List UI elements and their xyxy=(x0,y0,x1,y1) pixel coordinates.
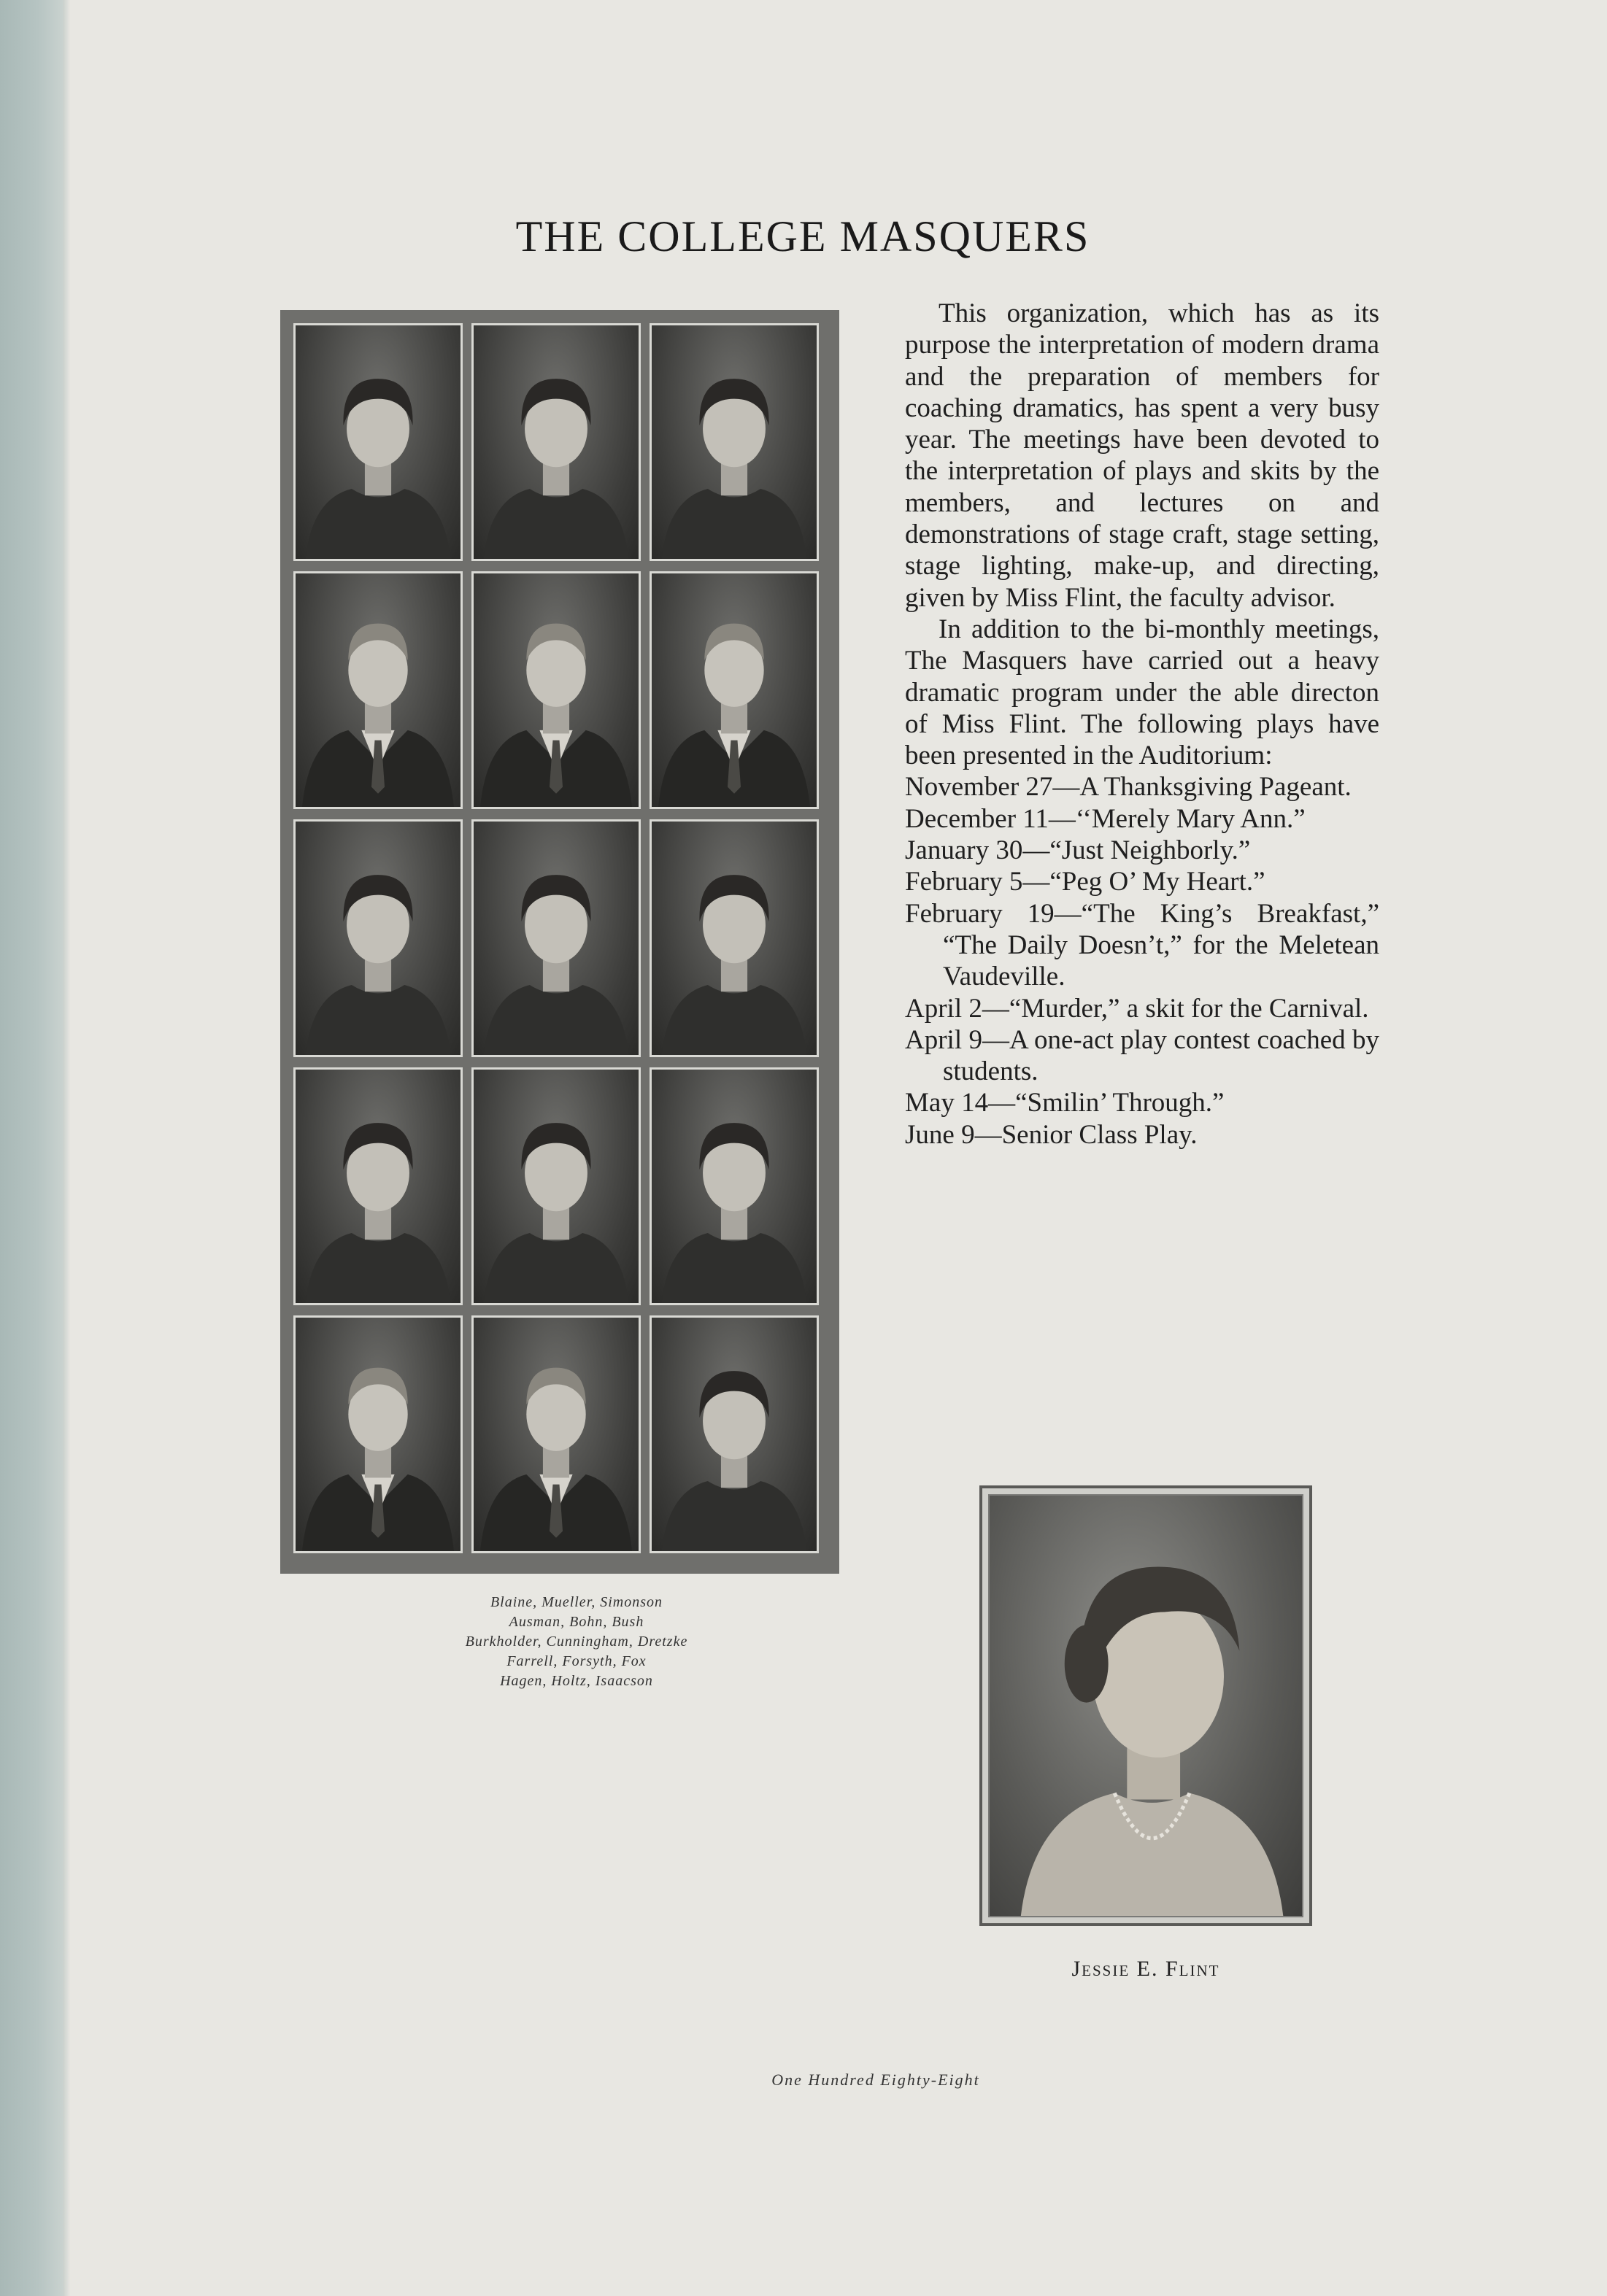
member-portrait xyxy=(650,1067,819,1305)
member-portrait xyxy=(293,571,463,809)
member-portrait xyxy=(471,819,641,1057)
play-entry: April 9—A one-act play contest coached by students. xyxy=(905,1024,1379,1087)
caption-line: Hagen, Holtz, Isaacson xyxy=(500,1673,653,1689)
caption-line: Burkholder, Cunningham, Dretzke xyxy=(465,1634,688,1650)
advisor-portrait-frame xyxy=(979,1485,1312,1926)
member-photo-grid xyxy=(293,323,819,1553)
advisor-name: Jessie E. Flint xyxy=(1071,1957,1220,1981)
caption-line: Farrell, Forsyth, Fox xyxy=(506,1653,647,1669)
member-portrait xyxy=(650,819,819,1057)
play-entry: January 30—“Just Neighborly.” xyxy=(905,835,1251,866)
caption-line: Ausman, Bohn, Bush xyxy=(509,1614,644,1630)
play-entry: November 27—A Thanksgiving Pageant. xyxy=(905,772,1352,803)
page-number: One Hundred Eighty-Eight xyxy=(771,2071,980,2089)
article-paragraph: In addition to the bi-monthly meetings, The Masquers have carried out a heavy dramatic program under the able directon of Miss Flint. The following plays have been presented in the Auditorium: xyxy=(905,614,1379,771)
advisor-portrait xyxy=(988,1494,1303,1917)
play-entry: February 5—“Peg O’ My Heart.” xyxy=(905,867,1265,897)
book-binding-edge xyxy=(0,0,63,2296)
article-paragraph: This organization, which has as its purpose the interpretation of modern drama and the preparation of members for coaching dramatics, has spent a very busy year. The meetings have been devoted to the interpretation of plays and skits by the members, and lectures on and demonstrations of stage craft, stage setting, stage lighting, make-up, and directing, given by Miss Flint, the faculty advisor. xyxy=(905,298,1379,613)
play-entry: December 11—‘‘Merely Mary Ann.” xyxy=(905,803,1306,834)
member-portrait xyxy=(650,323,819,561)
member-portrait xyxy=(293,1315,463,1553)
play-entry: February 19—“The King’s Breakfast,” “The Daily Doesn’t,” for the Meletean Vaudeville. xyxy=(905,898,1379,992)
member-portrait xyxy=(471,571,641,809)
member-portrait xyxy=(471,323,641,561)
play-entry: June 9—Senior Class Play. xyxy=(905,1119,1198,1150)
caption-line: Blaine, Mueller, Simonson xyxy=(490,1594,663,1610)
page-title: THE COLLEGE MASQUERS xyxy=(515,212,1090,260)
member-portrait xyxy=(293,323,463,561)
play-entry: April 2—“Murder,” a skit for the Carnival. xyxy=(905,993,1369,1024)
binding-shadow xyxy=(63,0,70,2296)
member-portrait xyxy=(293,819,463,1057)
member-portrait xyxy=(293,1067,463,1305)
member-portrait xyxy=(650,1315,819,1553)
member-photo-panel xyxy=(280,310,839,1574)
play-entry: May 14—“Smilin’ Through.” xyxy=(905,1088,1225,1118)
photo-caption xyxy=(379,1593,774,1691)
member-portrait xyxy=(471,1315,641,1553)
member-portrait xyxy=(471,1067,641,1305)
article-body xyxy=(905,298,1379,1151)
member-portrait xyxy=(650,571,819,809)
